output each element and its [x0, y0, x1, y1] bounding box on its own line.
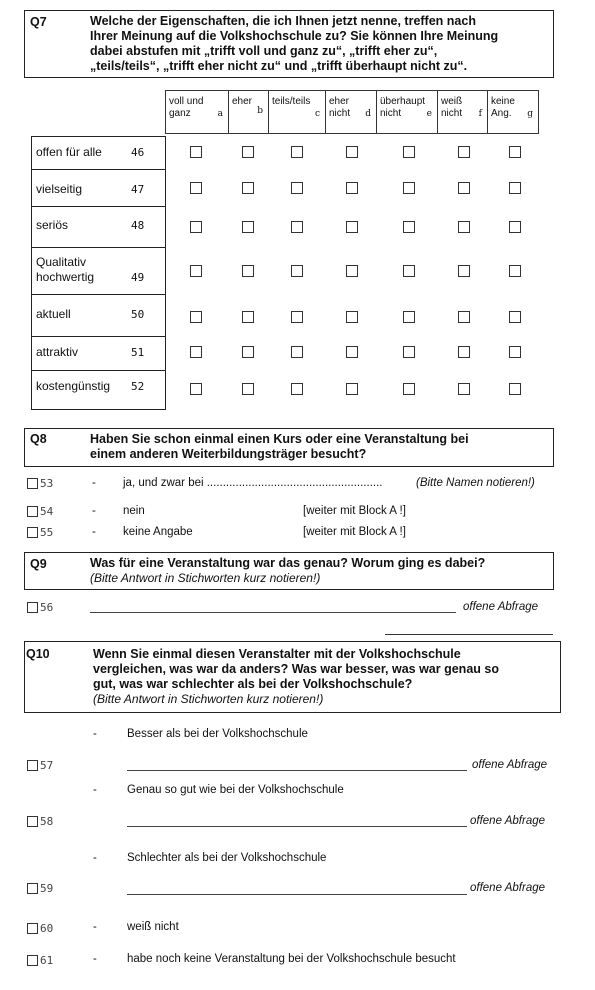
checkbox-47f[interactable] — [458, 182, 470, 194]
checkbox-48a[interactable] — [190, 221, 202, 233]
checkbox-49f[interactable] — [458, 265, 470, 277]
checkbox-50a[interactable] — [190, 311, 202, 323]
open-question-label-56: offene Abfrage — [463, 601, 539, 613]
checkbox-48f[interactable] — [458, 221, 470, 233]
checkbox-52e[interactable] — [403, 383, 415, 395]
row-label-47: vielseitig 47 — [32, 170, 165, 207]
dash: - — [93, 953, 97, 965]
checkbox-46a[interactable] — [190, 146, 202, 158]
checkbox-46d[interactable] — [346, 146, 358, 158]
item-schlechter-label: Schlechter als bei der Volkshochschule — [127, 852, 327, 864]
q10-number: Q10 — [26, 647, 50, 661]
option-keine-angabe-label: keine Angabe — [123, 526, 193, 538]
option-keine-angabe-note: [weiter mit Block A !] — [303, 526, 406, 538]
option-ja-hint: (Bitte Namen notieren!) — [416, 477, 535, 489]
row-label-49: Qualitativ hochwertig 49 — [32, 248, 165, 295]
answer-line-59[interactable] — [127, 894, 467, 895]
checkbox-50b[interactable] — [242, 311, 254, 323]
row-label-46: offen für alle 46 — [32, 137, 165, 170]
col-header-a: voll und ganz a — [165, 90, 229, 134]
checkbox-57[interactable] — [27, 760, 38, 771]
code-59: 59 — [40, 882, 54, 895]
option-keine-veranstaltung-label: habe noch keine Veranstaltung bei der Volkshochschule besucht — [127, 953, 456, 965]
checkbox-51f[interactable] — [458, 346, 470, 358]
answer-line-57[interactable] — [127, 770, 467, 771]
dash: - — [93, 784, 97, 796]
dash: - — [92, 526, 96, 538]
checkbox-52c[interactable] — [291, 383, 303, 395]
checkbox-54[interactable] — [27, 506, 38, 517]
q9-number: Q9 — [30, 557, 47, 571]
checkbox-50f[interactable] — [458, 311, 470, 323]
dash: - — [92, 505, 96, 517]
code-61: 61 — [40, 954, 54, 967]
q7-row-labels — [31, 136, 166, 410]
dash: - — [93, 728, 97, 740]
checkbox-53[interactable] — [27, 478, 38, 489]
option-ja-label: ja, und zwar bei ....................................................... — [123, 477, 383, 489]
checkbox-47d[interactable] — [346, 182, 358, 194]
checkbox-49g[interactable] — [509, 265, 521, 277]
row-label-52: kostengünstig 52 — [36, 379, 145, 393]
checkbox-51a[interactable] — [190, 346, 202, 358]
checkbox-46e[interactable] — [403, 146, 415, 158]
checkbox-46b[interactable] — [242, 146, 254, 158]
checkbox-58[interactable] — [27, 816, 38, 827]
checkbox-47e[interactable] — [403, 182, 415, 194]
col-header-b: eher b — [228, 90, 269, 134]
checkbox-47c[interactable] — [291, 182, 303, 194]
checkbox-60[interactable] — [27, 923, 38, 934]
checkbox-46g[interactable] — [509, 146, 521, 158]
checkbox-48e[interactable] — [403, 221, 415, 233]
checkbox-51c[interactable] — [291, 346, 303, 358]
col-header-c: teils/teils c — [268, 90, 326, 134]
checkbox-50e[interactable] — [403, 311, 415, 323]
q7-question-text: Welche der Eigenschaften, die ich Ihnen jetzt nenne, treffen nach Ihrer Meinung auf die Volkshochschule zu? Sie können Ihre Meinung dabei abstufen mit „trifft voll und ganz zu“, „trifft eher zu“, „teils/teils“, „trifft eher nicht zu“ und „trifft überhaupt nicht zu“. — [90, 14, 499, 73]
dash: - — [93, 921, 97, 933]
q8-number: Q8 — [30, 432, 47, 446]
q8-question-text: Haben Sie schon einmal einen Kurs oder eine Veranstaltung bei einem anderen Weiterbildungsträger besucht? — [90, 432, 469, 461]
col-header-g: keine Ang. g — [487, 90, 539, 134]
checkbox-50c[interactable] — [291, 311, 303, 323]
row-label-48: seriös 48 — [32, 207, 165, 248]
dash: - — [92, 477, 96, 489]
code-53: 53 — [40, 477, 54, 490]
q7-number: Q7 — [30, 15, 47, 29]
checkbox-50d[interactable] — [346, 311, 358, 323]
checkbox-51d[interactable] — [346, 346, 358, 358]
checkbox-55[interactable] — [27, 527, 38, 538]
checkbox-46f[interactable] — [458, 146, 470, 158]
code-58: 58 — [40, 815, 54, 828]
checkbox-47g[interactable] — [509, 182, 521, 194]
checkbox-47a[interactable] — [190, 182, 202, 194]
checkbox-49c[interactable] — [291, 265, 303, 277]
row-label-51: attraktiv 51 — [32, 337, 165, 371]
row-label-50: aktuell 50 — [32, 295, 165, 337]
checkbox-61[interactable] — [27, 955, 38, 966]
checkbox-51g[interactable] — [509, 346, 521, 358]
checkbox-49d[interactable] — [346, 265, 358, 277]
open-question-label-59: offene Abfrage — [470, 882, 546, 894]
option-nein-note: [weiter mit Block A !] — [303, 505, 406, 517]
checkbox-50g[interactable] — [509, 311, 521, 323]
checkbox-48b[interactable] — [242, 221, 254, 233]
option-nein-label: nein — [123, 505, 145, 517]
checkbox-52b[interactable] — [242, 383, 254, 395]
checkbox-48d[interactable] — [346, 221, 358, 233]
checkbox-48g[interactable] — [509, 221, 521, 233]
dash: - — [93, 852, 97, 864]
checkbox-59[interactable] — [27, 883, 38, 894]
checkbox-52g[interactable] — [509, 383, 521, 395]
checkbox-56[interactable] — [27, 602, 38, 613]
checkbox-49a[interactable] — [190, 265, 202, 277]
checkbox-46c[interactable] — [291, 146, 303, 158]
code-54: 54 — [40, 505, 54, 518]
checkbox-49b[interactable] — [242, 265, 254, 277]
q10-question-text: Wenn Sie einmal diesen Veranstalter mit der Volkshochschule vergleichen, was war da anders? Was war besser, was war genau so gut, was war schlechter als bei der Volkshochschule? (Bitte Antwort in Stichworten kurz notieren!) — [93, 647, 499, 706]
checkbox-52a[interactable] — [190, 383, 202, 395]
answer-line-56[interactable] — [90, 612, 456, 613]
code-57: 57 — [40, 759, 54, 772]
checkbox-48c[interactable] — [291, 221, 303, 233]
checkbox-51b[interactable] — [242, 346, 254, 358]
col-header-d: eher nicht d — [325, 90, 377, 134]
col-header-e: überhaupt nicht e — [376, 90, 438, 134]
answer-line-58[interactable] — [127, 826, 467, 827]
col-header-f: weiß nicht f — [437, 90, 488, 134]
q9-question-text: Was für eine Veranstaltung war das genau? Worum ging es dabei? (Bitte Antwort in Stichworten kurz notieren!) — [90, 556, 486, 585]
checkbox-52d[interactable] — [346, 383, 358, 395]
item-besser-label: Besser als bei der Volkshochschule — [127, 728, 308, 740]
checkbox-47b[interactable] — [242, 182, 254, 194]
code-55: 55 — [40, 526, 54, 539]
item-genau-label: Genau so gut wie bei der Volkshochschule — [127, 784, 344, 796]
code-56: 56 — [40, 601, 54, 614]
checkbox-49e[interactable] — [403, 265, 415, 277]
open-question-label-57: offene Abfrage — [472, 759, 548, 771]
separator-line — [385, 634, 553, 635]
checkbox-52f[interactable] — [458, 383, 470, 395]
open-question-label-58: offene Abfrage — [470, 815, 546, 827]
option-weiss-nicht-label: weiß nicht — [127, 921, 179, 933]
code-60: 60 — [40, 922, 54, 935]
checkbox-51e[interactable] — [403, 346, 415, 358]
